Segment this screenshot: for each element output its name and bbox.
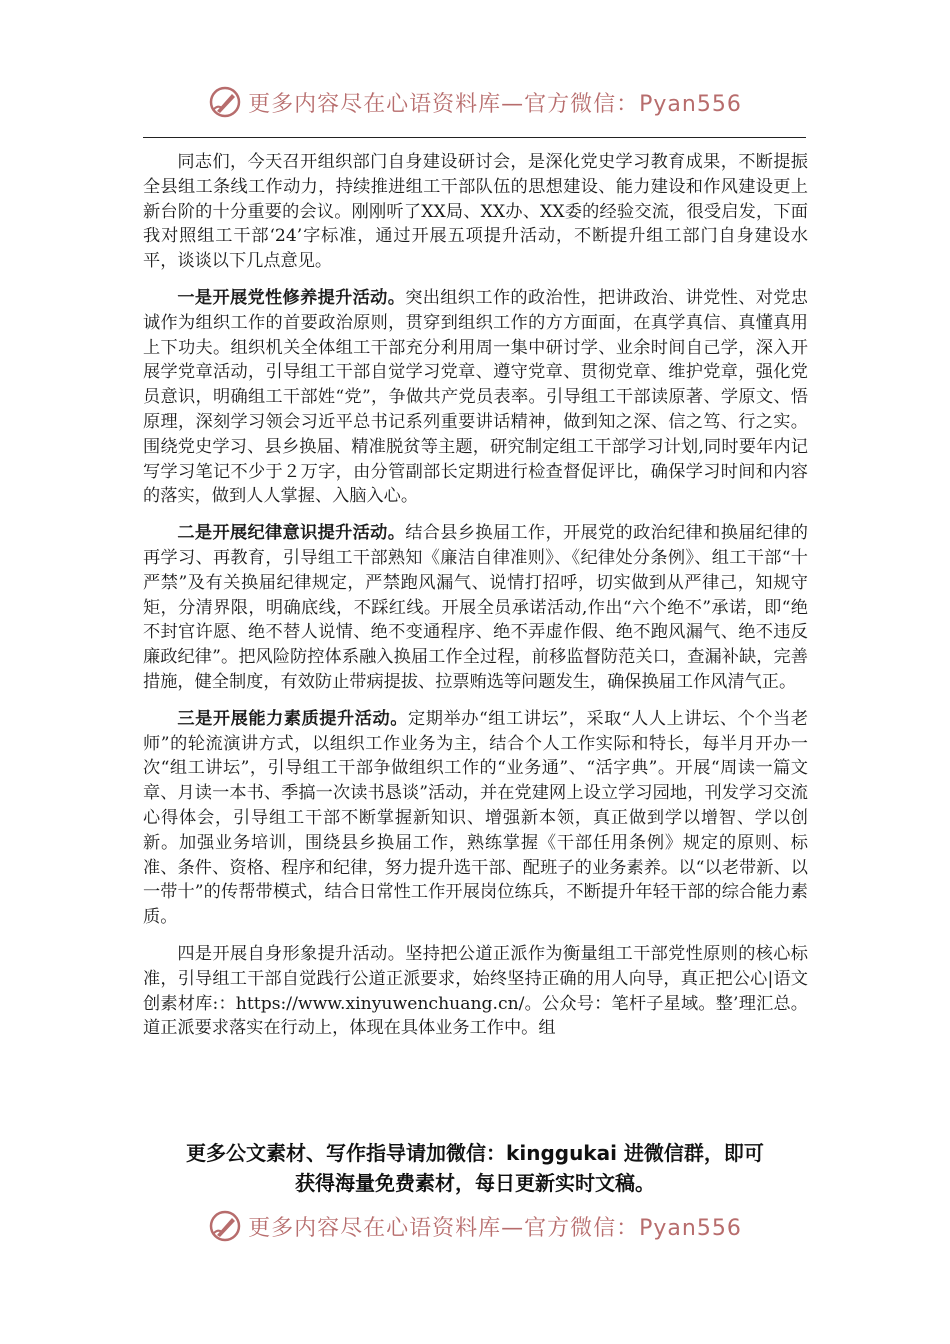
paragraph-heading: 二是开展纪律意识提升活动。 bbox=[177, 523, 406, 544]
paragraph-intro: 同志们，今天召开组织部门自身建设研讨会，是深化党史学习教育成果，不断提振全县组工条线工作动力，持续推进组工干部队伍的思想建设、能力建设和作风建设更上新台阶的十分重要的会议。刚刚听了XX局、XX办、XX委的经验交流，很受启发，下面我对照组工干部‘24’字标准，通过开展五项提升活动，不断提升组工部门自身建设水平，谈谈以下几点意见。 bbox=[143, 152, 808, 272]
paragraph-heading: 三是开展能力素质提升活动。 bbox=[177, 708, 408, 729]
footer-banner-text: 更多内容尽在心语资料库—官方微信：Pyan556 bbox=[248, 1215, 742, 1241]
paragraph-4: 四是开展自身形象提升活动。坚持把公道正派作为衡量组工干部党性原则的核心标准，引导组工干部自觉践行公道正派要求，始终坚持正确的用人向导，真正把公心|语文创素材库:：https://www.xinyuwenchuang.cn/。公众号：笔杆子星域。整’理汇总。道正派要求落实在行动上，体现在具体业务工作中。组 bbox=[143, 943, 808, 1039]
paragraph-2: 二是开展纪律意识提升活动。结合县乡换届工作，开展党的政治纪律和换届纪律的再学习、再教育，引导组工干部熟知《廉洁自律准则》、《纪律处分条例》、组工干部“十严禁”及有关换届纪律规定，严禁跑风漏气、说情打招呼，切实做到从严律己，知规守矩，分清界限，明确底线，不踩红线。开展全员承诺活动,作出“六个绝不”承诺，即“绝不封官许愿、绝不替人说情、绝不变通程序、绝不弄虚作假、绝不跑风漏气、绝不违反廉政纪律”。把风险防控体系融入换届工作全过程，前移监督防范关口，查漏补缺，完善措施，健全制度，有效防止带病提拔、拉票贿选等问题发生，确保换届工作风清气正。 bbox=[143, 523, 808, 692]
header-banner-text: 更多内容尽在心语资料库—官方微信：Pyan556 bbox=[248, 91, 742, 117]
header-banner bbox=[0, 82, 950, 122]
paragraph-heading: 一是开展党性修养提升活动。 bbox=[177, 287, 406, 308]
pen-scroll-icon bbox=[208, 1209, 242, 1243]
paragraph-3: 三是开展能力素质提升活动。定期举办“组工讲坛”，采取“人人上讲坛、个个当老师”的轮流演讲方式，以组织工作业务为主，结合个人工作实际和特长，每半月开办一次“组工讲坛”，引导组工干部争做组织工作的“业务通”、“活字典”。开展“周读一篇文章、月读一本书、季搞一次读书恳谈”活动，并在党建网上设立学习园地，刊发学习交流心得体会，引导组工干部不断掌握新知识、增强新本领，真正做到学以增智、学以创新。加强业务培训，围绕县乡换届工作，熟练掌握《干部任用条例》规定的原则、标准、条件、资格、程序和纪律，努力提升选干部、配班子的业务素养。以“以老带新、以一带十”的传帮带模式，结合日常性工作开展岗位练兵，不断提升年轻干部的综合能力素质。 bbox=[143, 708, 808, 928]
header-divider bbox=[143, 137, 806, 138]
pen-scroll-icon bbox=[208, 85, 242, 119]
document-body bbox=[143, 150, 808, 1053]
promo-line-2: 获得海量免费素材，每日更新实时文稿。 bbox=[295, 1171, 655, 1195]
promo-notice bbox=[100, 1138, 850, 1198]
footer-banner bbox=[0, 1206, 950, 1246]
promo-line-1: 更多公文素材、写作指导请加微信：kinggukai 进微信群，即可 bbox=[186, 1141, 764, 1165]
paragraph-1: 一是开展党性修养提升活动。突出组织工作的政治性，把讲政治、讲党性、对党忠诚作为组织工作的首要政治原则，贯穿到组织工作的方方面面，在真学真信、真懂真用上下功夫。组织机关全体组工干部充分利用周一集中研讨学、业余时间自己学，深入开展学党章活动，引导组工干部自觉学习党章、遵守党章、贯彻党章、维护党章，强化党员意识，明确组工干部姓“党”，争做共产党员表率。引导组工干部读原著、学原文、悟原理，深刻学习领会习近平总书记系列重要讲话精神，做到知之深、信之笃、行之实。围绕党史学习、县乡换届、精准脱贫等主题，研究制定组工干部学习计划,同时要年内记写学习笔记不少于２万字，由分管副部长定期进行检查督促评比，确保学习时间和内容的落实，做到人人掌握、入脑入心。 bbox=[143, 287, 808, 507]
